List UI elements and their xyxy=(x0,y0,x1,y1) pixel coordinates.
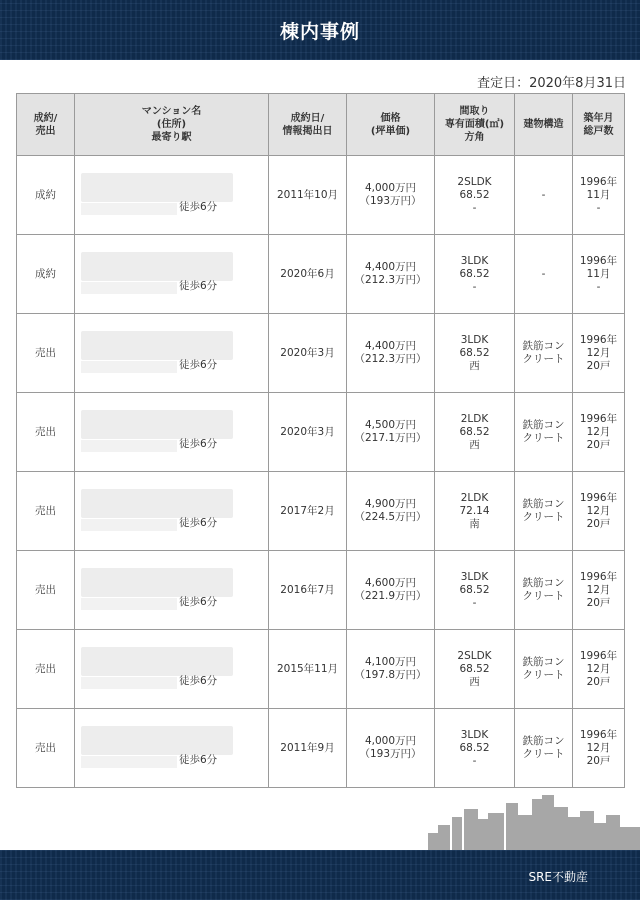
cell-name xyxy=(75,235,269,314)
redacted-address xyxy=(81,598,177,610)
city-skyline-graphic xyxy=(428,795,640,850)
cell-date: 2011年9月 xyxy=(269,709,347,788)
cell-built: 1996年 12月 20戸 xyxy=(573,709,625,788)
cell-status: 成約 xyxy=(17,235,75,314)
walk-time: 徒歩6分 xyxy=(179,675,218,687)
header-layout: 間取り 専有面積(㎡) 方角 xyxy=(435,94,515,156)
cell-name xyxy=(75,709,269,788)
assessment-date: 査定日：2020年8月31日 xyxy=(477,76,626,91)
cell-structure: 鉄筋コン クリート xyxy=(515,472,573,551)
case-table xyxy=(16,93,625,788)
table-row xyxy=(17,314,625,393)
redacted-name xyxy=(81,252,233,281)
table-row xyxy=(17,235,625,314)
cell-layout: 3LDK 68.52 - xyxy=(435,709,515,788)
cell-date: 2015年11月 xyxy=(269,630,347,709)
cell-date: 2020年3月 xyxy=(269,393,347,472)
walk-time: 徒歩6分 xyxy=(179,596,218,608)
header-date: 成約日/ 情報掲出日 xyxy=(269,94,347,156)
cell-price: 4,400万円 （212.3万円） xyxy=(347,314,435,393)
table-row xyxy=(17,156,625,235)
cell-built: 1996年 11月 - xyxy=(573,235,625,314)
redacted-name xyxy=(81,331,233,360)
cell-date: 2011年10月 xyxy=(269,156,347,235)
redacted-name xyxy=(81,647,233,676)
cell-structure: - xyxy=(515,156,573,235)
cell-name xyxy=(75,393,269,472)
cell-status: 売出 xyxy=(17,314,75,393)
cell-date: 2017年2月 xyxy=(269,472,347,551)
cell-price: 4,000万円 （193万円） xyxy=(347,156,435,235)
cell-price: 4,600万円 （221.9万円） xyxy=(347,551,435,630)
redacted-address xyxy=(81,677,177,689)
cell-status: 売出 xyxy=(17,630,75,709)
cell-layout: 2SLDK 68.52 - xyxy=(435,156,515,235)
redacted-address xyxy=(81,440,177,452)
redacted-address xyxy=(81,756,177,768)
cell-date: 2020年6月 xyxy=(269,235,347,314)
walk-time: 徒歩6分 xyxy=(179,517,218,529)
walk-time: 徒歩6分 xyxy=(179,201,218,213)
cell-structure: 鉄筋コン クリート xyxy=(515,314,573,393)
walk-time: 徒歩6分 xyxy=(179,754,218,766)
walk-time: 徒歩6分 xyxy=(179,359,218,371)
cell-structure: - xyxy=(515,235,573,314)
redacted-name xyxy=(81,173,233,202)
cell-name xyxy=(75,314,269,393)
cell-built: 1996年 12月 20戸 xyxy=(573,393,625,472)
table-header-row xyxy=(17,94,625,156)
redacted-address xyxy=(81,282,177,294)
redacted-name xyxy=(81,568,233,597)
cell-name xyxy=(75,472,269,551)
cell-layout: 3LDK 68.52 - xyxy=(435,551,515,630)
cell-structure: 鉄筋コン クリート xyxy=(515,551,573,630)
header-price: 価格 (坪単価) xyxy=(347,94,435,156)
cell-layout: 2LDK 72.14 南 xyxy=(435,472,515,551)
cell-layout: 3LDK 68.52 - xyxy=(435,235,515,314)
cell-price: 4,000万円 （193万円） xyxy=(347,709,435,788)
cell-name xyxy=(75,551,269,630)
walk-time: 徒歩6分 xyxy=(179,438,218,450)
cell-price: 4,900万円 （224.5万円） xyxy=(347,472,435,551)
cell-status: 成約 xyxy=(17,156,75,235)
cell-date: 2016年7月 xyxy=(269,551,347,630)
header-name: マンション名 (住所) 最寄り駅 xyxy=(75,94,269,156)
cell-name xyxy=(75,630,269,709)
cell-layout: 2LDK 68.52 西 xyxy=(435,393,515,472)
page-footer xyxy=(0,850,640,900)
cell-built: 1996年 12月 20戸 xyxy=(573,314,625,393)
cell-layout: 3LDK 68.52 西 xyxy=(435,314,515,393)
cell-status: 売出 xyxy=(17,709,75,788)
cell-date: 2020年3月 xyxy=(269,314,347,393)
footer-brand: SRE不動産 xyxy=(528,870,588,884)
redacted-address xyxy=(81,203,177,215)
header-status: 成約/ 売出 xyxy=(17,94,75,156)
cell-structure: 鉄筋コン クリート xyxy=(515,709,573,788)
cell-status: 売出 xyxy=(17,393,75,472)
walk-time: 徒歩6分 xyxy=(179,280,218,292)
cell-built: 1996年 12月 20戸 xyxy=(573,551,625,630)
cell-built: 1996年 11月 - xyxy=(573,156,625,235)
cell-price: 4,100万円 （197.8万円） xyxy=(347,630,435,709)
redacted-name xyxy=(81,410,233,439)
page-title: 棟内事例 xyxy=(279,20,360,43)
cell-structure: 鉄筋コン クリート xyxy=(515,630,573,709)
cell-layout: 2SLDK 68.52 西 xyxy=(435,630,515,709)
table-row xyxy=(17,709,625,788)
cell-status: 売出 xyxy=(17,551,75,630)
table-row xyxy=(17,630,625,709)
table-row xyxy=(17,472,625,551)
cell-price: 4,400万円 （212.3万円） xyxy=(347,235,435,314)
redacted-address xyxy=(81,519,177,531)
cell-status: 売出 xyxy=(17,472,75,551)
page-header xyxy=(0,0,640,60)
table-row xyxy=(17,393,625,472)
header-built: 築年月 総戸数 xyxy=(573,94,625,156)
redacted-address xyxy=(81,361,177,373)
cell-built: 1996年 12月 20戸 xyxy=(573,472,625,551)
redacted-name xyxy=(81,726,233,755)
cell-name xyxy=(75,156,269,235)
table-row xyxy=(17,551,625,630)
header-structure: 建物構造 xyxy=(515,94,573,156)
redacted-name xyxy=(81,489,233,518)
cell-structure: 鉄筋コン クリート xyxy=(515,393,573,472)
cell-built: 1996年 12月 20戸 xyxy=(573,630,625,709)
cell-price: 4,500万円 （217.1万円） xyxy=(347,393,435,472)
